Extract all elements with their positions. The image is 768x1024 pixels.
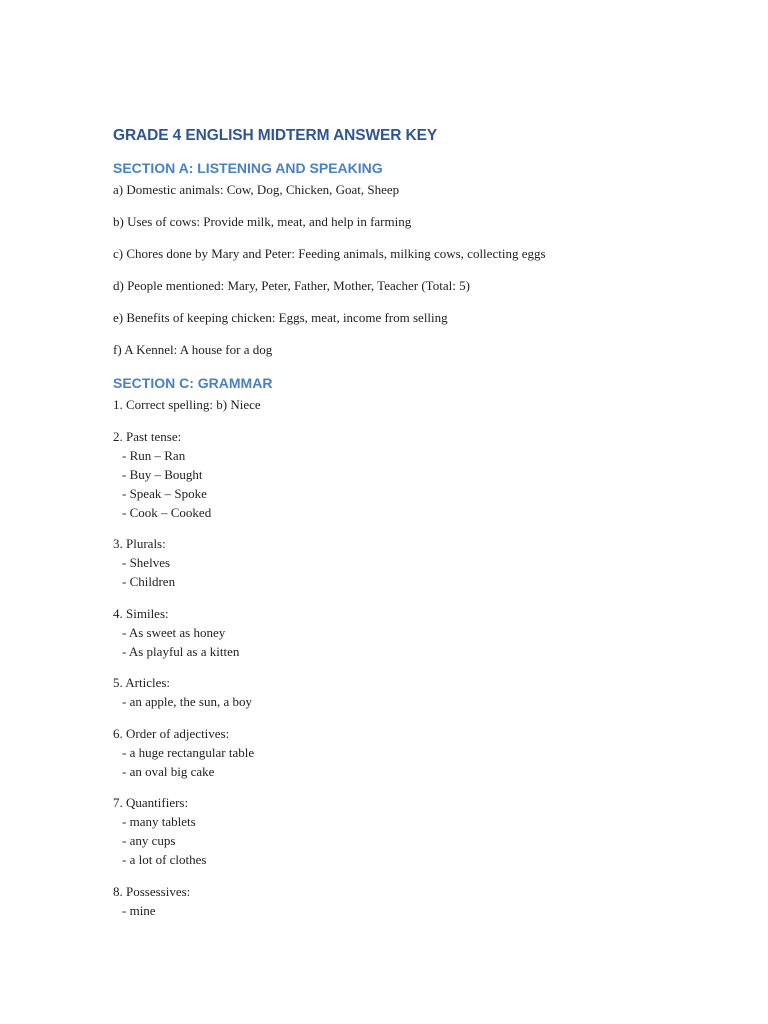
grammar-item-1 — [113, 395, 713, 414]
grammar-sub-answer: - Speak – Spoke — [122, 485, 207, 501]
grammar-item-label: 5. Articles: — [113, 675, 171, 690]
grammar-item-8 — [113, 882, 713, 920]
grammar-item-5 — [113, 673, 713, 711]
grammar-item-2 — [113, 427, 713, 522]
grammar-item-label: 1. Correct spelling: b) Niece — [113, 397, 261, 412]
section-c — [113, 373, 713, 920]
section-a — [113, 158, 713, 359]
grammar-sub-answer: - Shelves — [122, 555, 171, 570]
grammar-item-label: 8. Possessives: — [113, 883, 191, 899]
grammar-item-label: 6. Order of adjectives: — [113, 725, 230, 741]
grammar-sub-answer: - As sweet as honey — [122, 624, 226, 640]
grammar-sub-answer: - Children — [122, 574, 176, 589]
grammar-item-4 — [113, 604, 713, 661]
answer-d: d) People mentioned: Mary, Peter, Father, Mother, Teacher (Total: 5) — [113, 278, 470, 293]
answer-e: e) Benefits of keeping chicken: Eggs, meat, income from selling — [113, 310, 448, 325]
section-c-heading: SECTION C: GRAMMAR — [113, 375, 273, 391]
grammar-sub-answer: - many tablets — [122, 814, 196, 829]
grammar-item-label: 3. Plurals: — [113, 536, 166, 551]
grammar-sub-answer: - a lot of clothes — [122, 852, 207, 867]
grammar-item-label: 4. Similes: — [113, 605, 169, 621]
grammar-sub-answer: - a huge rectangular table — [122, 744, 255, 760]
grammar-sub-answer: - Buy – Bought — [122, 466, 203, 482]
document-title: GRADE 4 ENGLISH MIDTERM ANSWER KEY — [113, 127, 438, 144]
answer-b: b) Uses of cows: Provide milk, meat, and help in farming — [113, 214, 412, 229]
grammar-item-label: 7. Quantifiers: — [113, 795, 189, 810]
document-page — [113, 126, 713, 932]
answer-a: a) Domestic animals: Cow, Dog, Chicken, Goat, Sheep — [113, 182, 400, 197]
grammar-sub-answer: - an oval big cake — [122, 763, 215, 779]
grammar-item-label: 2. Past tense: — [113, 428, 182, 444]
grammar-item-7 — [113, 793, 713, 869]
grammar-item-6 — [113, 724, 713, 781]
grammar-sub-answer: - As playful as a kitten — [122, 643, 240, 659]
answer-c: c) Chores done by Mary and Peter: Feeding animals, milking cows, collecting eggs — [113, 246, 546, 261]
grammar-item-3 — [113, 534, 713, 591]
grammar-sub-answer: - Cook – Cooked — [122, 504, 212, 520]
grammar-sub-answer: - any cups — [122, 833, 176, 848]
grammar-sub-answer: - Run – Ran — [122, 447, 186, 463]
grammar-sub-answer: - mine — [122, 902, 156, 918]
grammar-sub-answer: - an apple, the sun, a boy — [122, 694, 252, 709]
answer-f: f) A Kennel: A house for a dog — [113, 342, 273, 357]
section-a-heading: SECTION A: LISTENING AND SPEAKING — [113, 160, 383, 176]
